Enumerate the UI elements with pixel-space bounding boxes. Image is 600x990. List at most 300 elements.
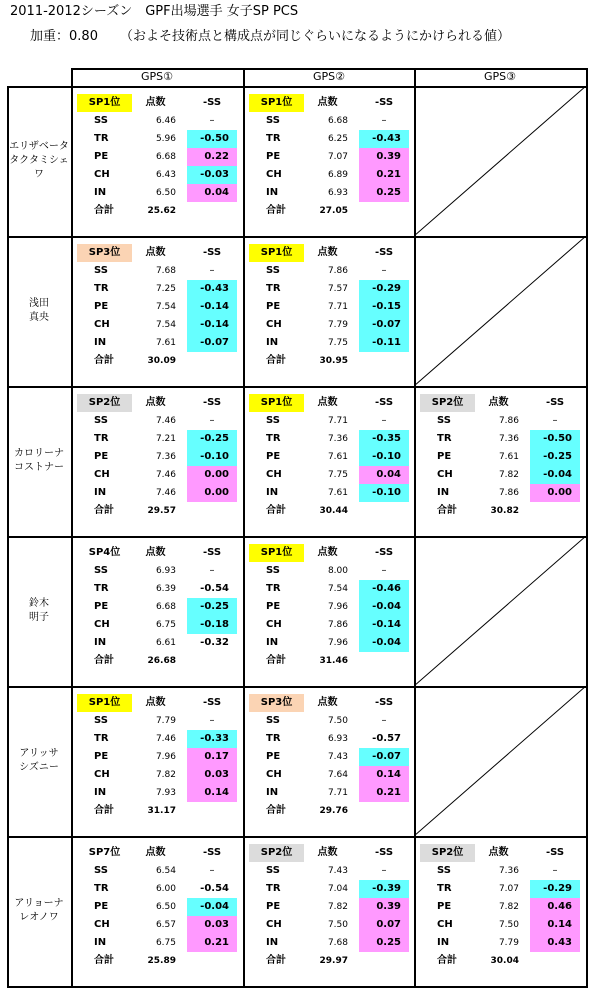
column-header-gps1: GPS① bbox=[140, 70, 173, 83]
component-label: TR bbox=[266, 733, 281, 744]
component-label: SS bbox=[94, 115, 108, 126]
group-divider bbox=[414, 68, 416, 988]
total-label: 合計 bbox=[437, 955, 457, 966]
component-diff: – bbox=[552, 415, 558, 426]
component-score: 6.54 bbox=[155, 866, 176, 876]
component-diff: -0.18 bbox=[187, 616, 237, 634]
component-score: 6.50 bbox=[155, 188, 176, 198]
component-score: 6.89 bbox=[327, 170, 348, 180]
component-diff: -0.25 bbox=[187, 430, 237, 448]
component-diff: 0.04 bbox=[359, 466, 409, 484]
component-diff: -0.54 bbox=[200, 583, 229, 594]
diff-header: -SS bbox=[202, 847, 222, 858]
component-score: 6.68 bbox=[155, 152, 176, 162]
component-score: 7.93 bbox=[155, 788, 176, 798]
score-header: 点数 bbox=[317, 97, 338, 108]
component-label: TR bbox=[437, 883, 452, 894]
total-score: 30.04 bbox=[490, 956, 519, 966]
component-label: PE bbox=[266, 901, 281, 912]
component-diff: -0.04 bbox=[530, 466, 580, 484]
total-label: 合計 bbox=[266, 655, 286, 666]
component-label: PE bbox=[266, 601, 281, 612]
component-label: CH bbox=[437, 469, 453, 480]
total-score: 31.17 bbox=[147, 806, 176, 816]
component-diff: -0.29 bbox=[359, 280, 409, 298]
component-diff: 0.14 bbox=[187, 784, 237, 802]
component-diff: -0.10 bbox=[359, 448, 409, 466]
total-label: 合計 bbox=[437, 505, 457, 516]
component-label: CH bbox=[94, 319, 110, 330]
component-score: 7.46 bbox=[155, 488, 176, 498]
skater-block-divider bbox=[7, 236, 587, 238]
rank-badge: SP4位 bbox=[88, 547, 121, 558]
skater-name: アリッサ シズニー bbox=[19, 748, 59, 773]
component-label: TR bbox=[94, 583, 109, 594]
component-label: PE bbox=[266, 751, 281, 762]
component-score: 7.57 bbox=[327, 284, 348, 294]
score-header: 点数 bbox=[488, 847, 509, 858]
component-label: PE bbox=[94, 301, 109, 312]
component-score: 7.82 bbox=[498, 470, 519, 480]
component-label: TR bbox=[94, 883, 109, 894]
component-label: SS bbox=[94, 715, 108, 726]
component-diff: – bbox=[209, 565, 215, 576]
skater-block-divider bbox=[7, 386, 587, 388]
component-score: 7.43 bbox=[327, 752, 348, 762]
component-diff: -0.10 bbox=[187, 448, 237, 466]
component-label: SS bbox=[94, 415, 108, 426]
component-score: 6.75 bbox=[155, 620, 176, 630]
component-diff: – bbox=[209, 865, 215, 876]
rank-badge: SP2位 bbox=[249, 844, 304, 862]
component-diff: 0.03 bbox=[187, 766, 237, 784]
component-score: 7.07 bbox=[327, 152, 348, 162]
component-score: 7.36 bbox=[498, 866, 519, 876]
component-diff: – bbox=[552, 865, 558, 876]
diff-header: -SS bbox=[374, 847, 394, 858]
component-diff: -0.29 bbox=[530, 880, 580, 898]
component-diff: -0.04 bbox=[359, 634, 409, 652]
column-header-gps3: GPS③ bbox=[483, 70, 516, 83]
component-diff: -0.43 bbox=[187, 280, 237, 298]
component-score: 7.96 bbox=[155, 752, 176, 762]
component-diff: 0.00 bbox=[187, 484, 237, 502]
component-diff: -0.04 bbox=[187, 898, 237, 916]
component-score: 7.71 bbox=[327, 302, 348, 312]
component-diff: -0.33 bbox=[187, 730, 237, 748]
component-label: IN bbox=[437, 937, 450, 948]
component-diff: 0.21 bbox=[359, 784, 409, 802]
component-score: 7.36 bbox=[498, 434, 519, 444]
component-label: PE bbox=[437, 901, 452, 912]
component-label: PE bbox=[266, 151, 281, 162]
total-label: 合計 bbox=[266, 355, 286, 366]
rank-badge: SP2位 bbox=[420, 394, 475, 412]
component-score: 7.79 bbox=[498, 938, 519, 948]
score-header: 点数 bbox=[145, 247, 166, 258]
component-label: PE bbox=[266, 451, 281, 462]
component-diff: 0.00 bbox=[187, 466, 237, 484]
rank-badge: SP1位 bbox=[77, 694, 132, 712]
component-label: CH bbox=[266, 619, 282, 630]
score-header: 点数 bbox=[145, 547, 166, 558]
skater-name: カロリーナ コストナー bbox=[14, 448, 64, 473]
component-label: PE bbox=[94, 901, 109, 912]
component-label: TR bbox=[266, 283, 281, 294]
component-diff: -0.25 bbox=[187, 598, 237, 616]
component-score: 7.79 bbox=[155, 716, 176, 726]
component-diff: 0.43 bbox=[530, 934, 580, 952]
component-score: 7.36 bbox=[155, 452, 176, 462]
component-diff: 0.00 bbox=[530, 484, 580, 502]
total-score: 27.05 bbox=[319, 206, 348, 216]
component-score: 6.93 bbox=[327, 734, 348, 744]
component-score: 7.04 bbox=[327, 884, 348, 894]
component-diff: 0.22 bbox=[187, 148, 237, 166]
skater-block-divider bbox=[7, 686, 587, 688]
empty-cell-diagonal bbox=[414, 236, 586, 386]
component-label: TR bbox=[94, 133, 109, 144]
diff-header: -SS bbox=[374, 97, 394, 108]
rank-badge: SP3位 bbox=[249, 694, 304, 712]
component-label: IN bbox=[266, 187, 279, 198]
component-label: CH bbox=[266, 319, 282, 330]
component-diff: 0.25 bbox=[359, 934, 409, 952]
component-diff: 0.17 bbox=[187, 748, 237, 766]
component-score: 7.71 bbox=[327, 788, 348, 798]
component-diff: -0.07 bbox=[187, 334, 237, 352]
score-header: 点数 bbox=[317, 247, 338, 258]
total-score: 30.95 bbox=[319, 356, 348, 366]
component-score: 5.96 bbox=[155, 134, 176, 144]
diff-header: -SS bbox=[545, 847, 565, 858]
component-label: IN bbox=[266, 337, 279, 348]
component-score: 6.68 bbox=[155, 602, 176, 612]
skater-name: 鈴木 明子 bbox=[29, 598, 49, 623]
component-score: 7.68 bbox=[327, 938, 348, 948]
total-score: 30.82 bbox=[490, 506, 519, 516]
component-label: SS bbox=[266, 715, 280, 726]
diff-header: -SS bbox=[374, 397, 394, 408]
score-header: 点数 bbox=[317, 697, 338, 708]
component-label: CH bbox=[94, 619, 110, 630]
component-label: IN bbox=[266, 637, 279, 648]
rank-badge: SP1位 bbox=[249, 94, 304, 112]
component-label: PE bbox=[94, 151, 109, 162]
component-diff: 0.21 bbox=[187, 934, 237, 952]
skater-block-divider bbox=[7, 836, 587, 838]
component-diff: 0.03 bbox=[187, 916, 237, 934]
component-diff: -0.57 bbox=[372, 733, 401, 744]
component-label: CH bbox=[94, 169, 110, 180]
component-score: 7.50 bbox=[498, 920, 519, 930]
component-score: 7.50 bbox=[327, 920, 348, 930]
component-score: 7.54 bbox=[155, 302, 176, 312]
component-score: 6.68 bbox=[327, 116, 348, 126]
total-label: 合計 bbox=[94, 505, 114, 516]
component-score: 7.86 bbox=[327, 620, 348, 630]
component-score: 7.68 bbox=[155, 266, 176, 276]
component-label: TR bbox=[266, 133, 281, 144]
component-diff: 0.25 bbox=[359, 184, 409, 202]
score-header: 点数 bbox=[145, 97, 166, 108]
component-score: 7.07 bbox=[498, 884, 519, 894]
component-diff: – bbox=[381, 265, 387, 276]
component-score: 6.00 bbox=[155, 884, 176, 894]
diff-header: -SS bbox=[202, 247, 222, 258]
component-diff: -0.43 bbox=[359, 130, 409, 148]
total-label: 合計 bbox=[266, 955, 286, 966]
component-diff: -0.46 bbox=[359, 580, 409, 598]
component-label: TR bbox=[94, 283, 109, 294]
component-label: IN bbox=[94, 487, 107, 498]
weight-label: 加重： bbox=[30, 29, 70, 44]
diff-header: -SS bbox=[202, 697, 222, 708]
skater-name: アリョーナ レオノワ bbox=[14, 898, 64, 923]
component-score: 7.54 bbox=[155, 320, 176, 330]
component-score: 7.82 bbox=[155, 770, 176, 780]
component-score: 7.79 bbox=[327, 320, 348, 330]
component-score: 7.64 bbox=[327, 770, 348, 780]
component-label: PE bbox=[94, 451, 109, 462]
component-label: IN bbox=[266, 787, 279, 798]
rank-badge: SP1位 bbox=[249, 244, 304, 262]
table-border-bottom bbox=[7, 986, 587, 988]
component-diff: – bbox=[381, 865, 387, 876]
component-label: CH bbox=[266, 169, 282, 180]
component-label: IN bbox=[94, 937, 107, 948]
component-diff: – bbox=[381, 565, 387, 576]
skater-column-divider bbox=[71, 68, 73, 988]
component-score: 6.75 bbox=[155, 938, 176, 948]
total-score: 25.62 bbox=[147, 206, 176, 216]
skater-name: 浅田 真央 bbox=[29, 298, 49, 323]
diff-header: -SS bbox=[202, 547, 222, 558]
component-label: PE bbox=[94, 601, 109, 612]
component-diff: -0.32 bbox=[200, 637, 229, 648]
total-score: 31.46 bbox=[319, 656, 348, 666]
header-divider bbox=[7, 86, 587, 88]
empty-cell-diagonal bbox=[414, 536, 586, 686]
component-score: 7.75 bbox=[327, 338, 348, 348]
rank-badge: SP2位 bbox=[420, 844, 475, 862]
component-label: PE bbox=[437, 451, 452, 462]
component-diff: -0.14 bbox=[359, 616, 409, 634]
rank-badge: SP7位 bbox=[88, 847, 121, 858]
component-diff: -0.14 bbox=[187, 316, 237, 334]
component-diff: – bbox=[381, 715, 387, 726]
component-diff: – bbox=[209, 115, 215, 126]
group-divider bbox=[243, 68, 245, 988]
component-label: SS bbox=[437, 415, 451, 426]
skater-block-divider bbox=[7, 536, 587, 538]
component-diff: -0.39 bbox=[359, 880, 409, 898]
component-score: 6.39 bbox=[155, 584, 176, 594]
component-diff: 0.46 bbox=[530, 898, 580, 916]
component-diff: -0.07 bbox=[359, 316, 409, 334]
score-header: 点数 bbox=[488, 397, 509, 408]
component-score: 6.43 bbox=[155, 170, 176, 180]
component-score: 7.75 bbox=[327, 470, 348, 480]
component-diff: -0.10 bbox=[359, 484, 409, 502]
score-header: 点数 bbox=[145, 697, 166, 708]
component-label: CH bbox=[266, 769, 282, 780]
component-label: IN bbox=[266, 487, 279, 498]
diff-header: -SS bbox=[374, 547, 394, 558]
component-diff: 0.14 bbox=[359, 766, 409, 784]
component-label: IN bbox=[94, 787, 107, 798]
component-label: SS bbox=[266, 865, 280, 876]
total-label: 合計 bbox=[266, 205, 286, 216]
component-score: 7.96 bbox=[327, 638, 348, 648]
component-score: 7.61 bbox=[327, 452, 348, 462]
component-score: 6.93 bbox=[327, 188, 348, 198]
component-diff: 0.39 bbox=[359, 898, 409, 916]
weight-description: （およそ技術点と構成点が同じぐらいになるようにかけられる値） bbox=[119, 29, 510, 44]
rank-badge: SP3位 bbox=[77, 244, 132, 262]
component-label: CH bbox=[437, 919, 453, 930]
component-label: PE bbox=[266, 301, 281, 312]
component-diff: -0.25 bbox=[530, 448, 580, 466]
component-score: 7.46 bbox=[155, 734, 176, 744]
score-header: 点数 bbox=[145, 847, 166, 858]
component-label: SS bbox=[266, 415, 280, 426]
component-label: IN bbox=[94, 637, 107, 648]
component-label: TR bbox=[266, 883, 281, 894]
component-score: 6.46 bbox=[155, 116, 176, 126]
component-diff: -0.03 bbox=[187, 166, 237, 184]
component-label: CH bbox=[94, 769, 110, 780]
component-score: 7.61 bbox=[327, 488, 348, 498]
diff-header: -SS bbox=[202, 97, 222, 108]
component-diff: -0.07 bbox=[359, 748, 409, 766]
page-title: 2011-2012シーズン GPF出場選手 女子SP PCS bbox=[10, 4, 299, 19]
component-score: 7.50 bbox=[327, 716, 348, 726]
table-border-right bbox=[586, 68, 588, 988]
component-diff: -0.04 bbox=[359, 598, 409, 616]
component-diff: – bbox=[209, 265, 215, 276]
total-score: 29.57 bbox=[147, 506, 176, 516]
component-score: 7.61 bbox=[498, 452, 519, 462]
score-header: 点数 bbox=[317, 547, 338, 558]
total-label: 合計 bbox=[266, 805, 286, 816]
diff-header: -SS bbox=[374, 247, 394, 258]
component-score: 7.86 bbox=[498, 488, 519, 498]
component-score: 7.25 bbox=[155, 284, 176, 294]
component-label: CH bbox=[266, 919, 282, 930]
component-diff: 0.14 bbox=[530, 916, 580, 934]
component-label: CH bbox=[266, 469, 282, 480]
total-score: 30.09 bbox=[147, 356, 176, 366]
component-diff: 0.39 bbox=[359, 148, 409, 166]
empty-cell-diagonal bbox=[414, 86, 586, 236]
component-label: TR bbox=[437, 433, 452, 444]
component-label: CH bbox=[94, 919, 110, 930]
component-label: SS bbox=[266, 265, 280, 276]
component-label: SS bbox=[437, 865, 451, 876]
rank-badge: SP1位 bbox=[249, 544, 304, 562]
component-diff: -0.50 bbox=[530, 430, 580, 448]
total-label: 合計 bbox=[94, 655, 114, 666]
score-header: 点数 bbox=[317, 397, 338, 408]
component-score: 6.25 bbox=[327, 134, 348, 144]
total-score: 30.44 bbox=[319, 506, 348, 516]
component-diff: -0.54 bbox=[200, 883, 229, 894]
component-score: 7.61 bbox=[155, 338, 176, 348]
component-score: 8.00 bbox=[327, 566, 348, 576]
component-label: TR bbox=[266, 583, 281, 594]
component-score: 7.86 bbox=[327, 266, 348, 276]
rank-badge: SP1位 bbox=[77, 94, 132, 112]
component-score: 7.86 bbox=[498, 416, 519, 426]
component-score: 7.36 bbox=[327, 434, 348, 444]
score-header: 点数 bbox=[317, 847, 338, 858]
total-label: 合計 bbox=[94, 805, 114, 816]
component-diff: – bbox=[209, 715, 215, 726]
diff-header: -SS bbox=[202, 397, 222, 408]
component-diff: -0.35 bbox=[359, 430, 409, 448]
component-score: 7.54 bbox=[327, 584, 348, 594]
diff-header: -SS bbox=[374, 697, 394, 708]
diff-header: -SS bbox=[545, 397, 565, 408]
rank-badge: SP2位 bbox=[77, 394, 132, 412]
component-diff: -0.11 bbox=[359, 334, 409, 352]
total-label: 合計 bbox=[94, 955, 114, 966]
total-score: 29.97 bbox=[319, 956, 348, 966]
component-label: TR bbox=[266, 433, 281, 444]
component-score: 6.57 bbox=[155, 920, 176, 930]
component-label: SS bbox=[266, 565, 280, 576]
component-diff: -0.50 bbox=[187, 130, 237, 148]
component-score: 7.46 bbox=[155, 470, 176, 480]
component-diff: 0.21 bbox=[359, 166, 409, 184]
table-border-top bbox=[71, 68, 587, 70]
component-diff: 0.07 bbox=[359, 916, 409, 934]
component-score: 7.43 bbox=[327, 866, 348, 876]
column-header-gps2: GPS② bbox=[312, 70, 345, 83]
component-diff: – bbox=[381, 115, 387, 126]
total-label: 合計 bbox=[94, 355, 114, 366]
component-label: PE bbox=[94, 751, 109, 762]
component-diff: – bbox=[381, 415, 387, 426]
component-label: TR bbox=[94, 733, 109, 744]
component-label: SS bbox=[266, 115, 280, 126]
component-label: IN bbox=[94, 187, 107, 198]
component-label: TR bbox=[94, 433, 109, 444]
component-score: 6.61 bbox=[155, 638, 176, 648]
component-diff: -0.14 bbox=[187, 298, 237, 316]
component-score: 7.96 bbox=[327, 602, 348, 612]
component-score: 7.82 bbox=[327, 902, 348, 912]
component-label: SS bbox=[94, 265, 108, 276]
empty-cell-diagonal bbox=[414, 686, 586, 836]
component-diff: 0.04 bbox=[187, 184, 237, 202]
component-score: 7.71 bbox=[327, 416, 348, 426]
rank-badge: SP1位 bbox=[249, 394, 304, 412]
component-score: 7.21 bbox=[155, 434, 176, 444]
component-score: 7.82 bbox=[498, 902, 519, 912]
skater-name: エリザベータ タクタミシェワ bbox=[9, 141, 69, 180]
component-label: SS bbox=[94, 565, 108, 576]
weight-value: 0.80 bbox=[69, 29, 98, 44]
component-diff: -0.15 bbox=[359, 298, 409, 316]
component-label: IN bbox=[437, 487, 450, 498]
total-label: 合計 bbox=[266, 505, 286, 516]
component-diff: – bbox=[209, 415, 215, 426]
component-score: 6.93 bbox=[155, 566, 176, 576]
component-label: SS bbox=[94, 865, 108, 876]
total-score: 25.89 bbox=[147, 956, 176, 966]
